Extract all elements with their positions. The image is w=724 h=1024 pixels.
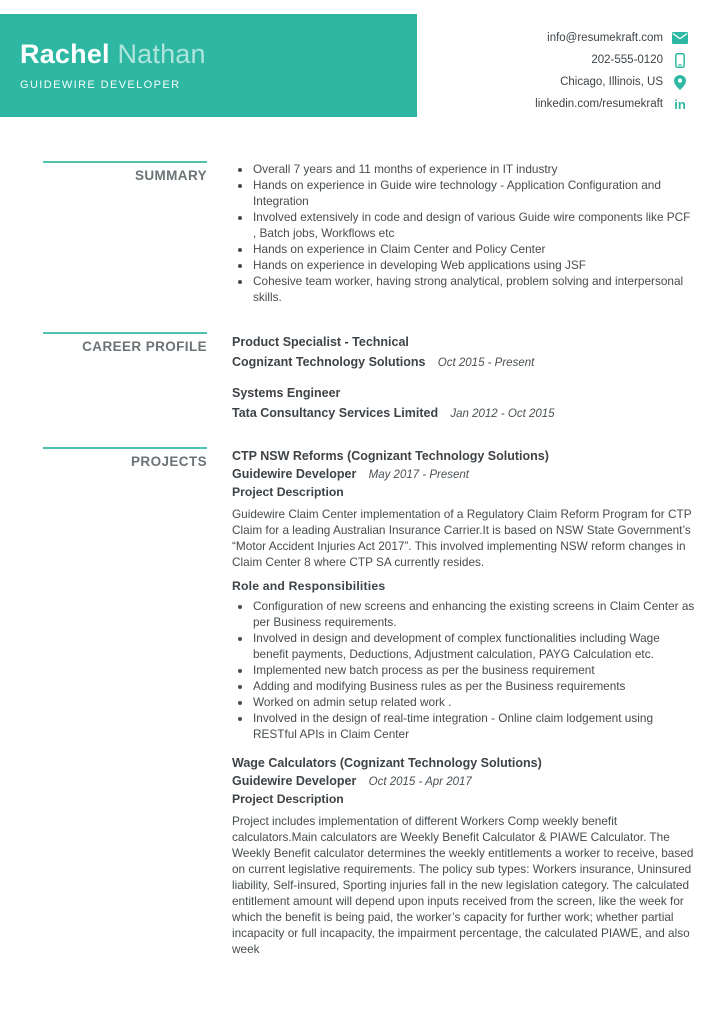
email-icon [672, 32, 688, 44]
career-content [232, 332, 696, 424]
project-dates: Oct 2015 - Apr 2017 [368, 776, 472, 788]
section-rule-line [43, 332, 207, 334]
project-description: Guidewire Claim Center implementation of a Regulatory Claim Reform Program for CTP Claim for a leading Australian Insurance Carrier.It is based on NSW State Government’s “Motor Accident Injuries Act 2017”. This involved implementing NSW reform changes in Claim Center 8 where CTP SA currently resides. [232, 507, 692, 569]
list-item: • Implemented new batch process as per the business requirement [252, 662, 696, 678]
section-summary [0, 161, 724, 305]
section-rule-line [43, 161, 207, 163]
section-label: SUMMARY [134, 168, 207, 183]
job-dates: Oct 2015 - Present [437, 357, 535, 369]
summary-label-column [0, 161, 207, 183]
contact-block [535, 27, 688, 115]
project-description-heading: Project Description [232, 485, 344, 499]
phone-icon [672, 53, 688, 68]
linkedin-text: linkedin.com/resumekraft [535, 98, 663, 110]
section-label: CAREER PROFILE [82, 339, 207, 354]
email-text: info@resumekraft.com [547, 32, 663, 44]
responsibilities-heading: Role and Responsibilities [232, 579, 386, 593]
career-label-column [0, 332, 207, 354]
project-item [232, 447, 696, 742]
job-position-title: Product Specialist - Technical [232, 335, 409, 349]
project-role: Guidewire Developer [232, 467, 357, 481]
career-entry [232, 383, 696, 424]
job-company-row [232, 403, 696, 424]
project-role-row [232, 773, 696, 791]
first-name: Rachel [20, 39, 110, 69]
summary-list [232, 161, 696, 305]
project-role-row [232, 466, 696, 484]
list-item: • Cohesive team worker, having strong analytical, problem solving and interpersonal skills. [252, 273, 696, 305]
project-name: CTP NSW Reforms (Cognizant Technology Solutions) [232, 449, 549, 463]
section-rule-line [43, 447, 207, 449]
list-item: • Hands on experience in Guide wire technology - Application Configuration and Integration [252, 177, 696, 209]
project-item [232, 754, 696, 957]
contact-row-location [535, 71, 688, 93]
contact-row-email [535, 27, 688, 49]
projects-label-column [0, 447, 207, 469]
project-dates: May 2017 - Present [368, 469, 469, 481]
job-title: GUIDEWIRE DEVELOPER [20, 79, 181, 91]
list-item: • Hands on experience in developing Web applications using JSF [252, 257, 696, 273]
contact-row-phone [535, 49, 688, 71]
project-role: Guidewire Developer [232, 774, 357, 788]
project-name: Wage Calculators (Cognizant Technology Solutions) [232, 756, 542, 770]
list-item: • Involved in the design of real-time integration - Online claim lodgement using RESTful APIs in Claim Center [252, 710, 696, 742]
project-description-heading: Project Description [232, 792, 344, 806]
section-projects [0, 447, 724, 957]
header-banner [0, 14, 417, 117]
list-item: • Configuration of new screens and enhancing the existing screens in Claim Center as per Business requirements. [252, 598, 696, 630]
section-career-profile [0, 332, 724, 424]
summary-content [232, 161, 696, 305]
job-dates: Jan 2012 - Oct 2015 [450, 408, 555, 420]
section-label: PROJECTS [131, 454, 207, 469]
list-item: • Adding and modifying Business rules as per the Business requirements [252, 678, 696, 694]
list-item: • Involved extensively in code and design of various Guide wire components like PCF , Batch jobs, Workflows etc [252, 209, 696, 241]
linkedin-icon: in [674, 96, 686, 112]
projects-content [232, 447, 696, 957]
phone-text: 202-555-0120 [591, 54, 663, 66]
project-description: Project includes implementation of different Workers Comp weekly benefit calculators.Main calculators are Weekly Benefit Calculator & PIAWE Calculator. The Weekly Benefit calculator determines the weekly entitlements a worker to receive, based on current legislative requirements. The policy sub types: Workers insurance, Uninsured liability, Self-insured, Sporting injuries fall in the new legislation category. The calculated entitlement amount will depend upon inputs received from the screen, like the week for which the benefit is being paid, the worker’s capacity for further work; whether partial incapacity or full incapacity, the impairment percentage, the calculated PIAWE, and also week [232, 814, 694, 956]
list-item: • Hands on experience in Claim Center and Policy Center [252, 241, 696, 257]
company-name: Cognizant Technology Solutions [232, 355, 426, 369]
location-icon [672, 75, 688, 90]
list-item: • Overall 7 years and 11 months of experience in IT industry [252, 161, 696, 177]
responsibilities-list [232, 598, 696, 742]
contact-row-linkedin [535, 93, 688, 115]
company-name: Tata Consultancy Services Limited [232, 406, 439, 420]
last-name: Nathan [117, 39, 206, 69]
job-company-row [232, 352, 696, 373]
job-position-title: Systems Engineer [232, 386, 341, 400]
career-entry [232, 332, 696, 373]
location-text: Chicago, Illinois, US [560, 76, 663, 88]
person-name [20, 38, 417, 70]
list-item: • Worked on admin setup related work . [252, 694, 696, 710]
list-item: • Involved in design and development of complex functionalities including Wage benefit payments, Deductions, Adjustment calculation, PAYG Calculation etc. [252, 630, 696, 662]
